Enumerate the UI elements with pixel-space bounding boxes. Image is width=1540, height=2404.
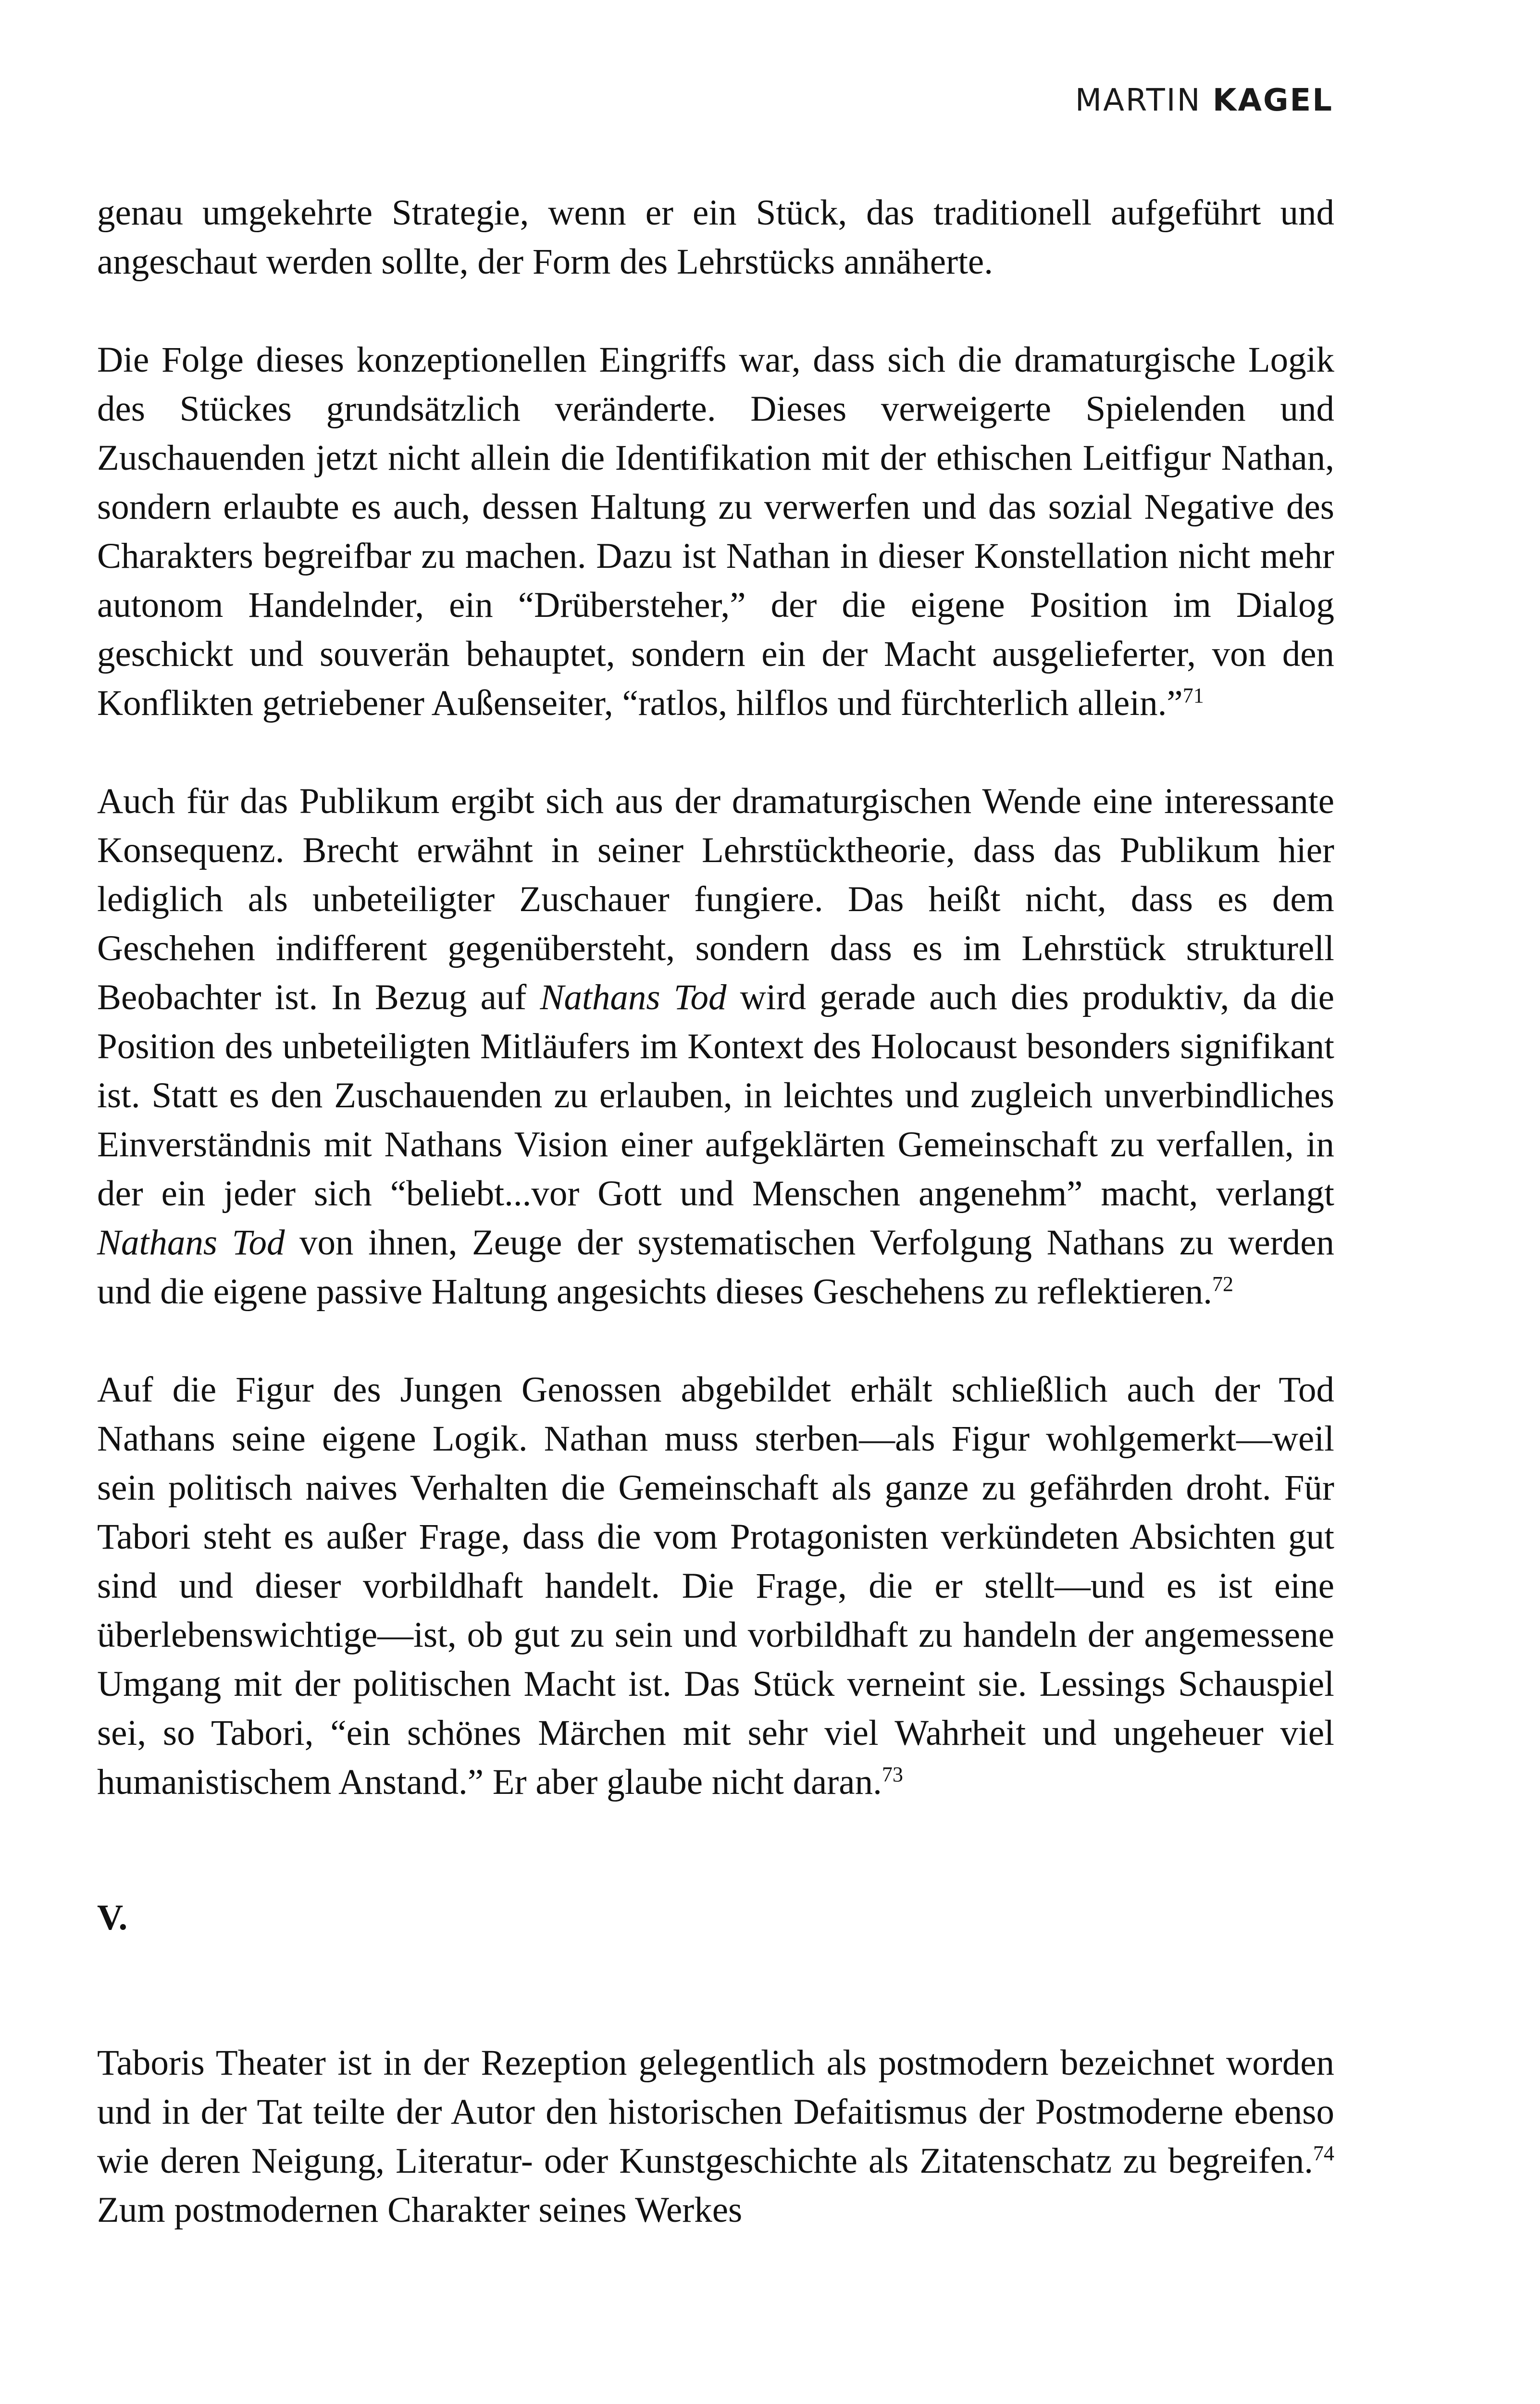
italic-title: Nathans Tod xyxy=(540,977,727,1017)
text-run: genau umgekehrte Strategie, wenn er ein Stück, das traditionell aufgeführt und angeschaut werden sollte, der Form des Lehrstücks annäherte. xyxy=(97,193,1334,282)
paragraph xyxy=(97,1365,1334,1807)
text-run: Die Folge dieses konzeptionellen Eingriffs war, dass sich die dramaturgische Logik des Stückes grundsätzlich veränderte. Dieses verweigerte Spielenden und Zuschauenden jetzt nicht allein die Identifikation mit der ethischen Leitfigur Nathan, sondern erlaubte es auch, dessen Haltung zu verwerfen und das sozial Negative des Charakters begreifbar zu machen. Dazu ist Nathan in dieser Konstellation nicht mehr autonom Handelnder, ein “Drübersteher,” der die eigene Position im Dialog geschickt und souverän behauptet, sondern ein der Macht ausgelieferter, von den Konflikten getriebener Außenseiter, “ratlos, hilflos und fürchterlich allein.” xyxy=(97,340,1334,723)
running-head-author-first: MARTIN xyxy=(1075,83,1202,118)
footnote-reference: 72 xyxy=(1212,1272,1234,1296)
running-head xyxy=(1075,83,1333,118)
italic-title: Nathans Tod xyxy=(97,1223,285,1263)
text-run: wird gerade auch dies produktiv, da die Position des unbeteiligten Mitläufers im Kontext des Holocaust besonders signifikant ist. Statt es den Zuschauenden zu erlauben, in leichtes und zugleich unverbindliches Einverständnis mit Nathans Vision einer aufgeklärten Gemeinschaft zu verfallen, in der ein jeder sich “beliebt...vor Gott und Menschen angenehm” macht, verlangt xyxy=(97,977,1334,1214)
text-run: Auch für das Publikum ergibt sich aus der dramaturgischen Wende eine interessante Konsequenz. Brecht erwähnt in seiner Lehrstücktheorie, dass das Publikum hier lediglich als unbeteiligter Zuschauer fungiere. Das heißt nicht, dass es dem Geschehen indifferent gegenübersteht, sondern dass es im Lehrstück strukturell Beobachter ist. In Bezug auf xyxy=(97,781,1334,1017)
footnote-reference: 74 xyxy=(1313,2141,1334,2165)
body-text xyxy=(97,188,1334,2235)
running-head-author-last: KAGEL xyxy=(1212,83,1333,118)
section-heading: V. xyxy=(97,1898,128,1938)
paragraph xyxy=(97,188,1334,287)
text-run: von ihnen, Zeuge der systematischen Verfolgung Nathans zu werden und die eigene passive Haltung angesichts dieses Geschehens zu reflektieren. xyxy=(97,1223,1334,1312)
paragraph xyxy=(97,777,1334,1316)
footnote-reference: 73 xyxy=(882,1763,903,1786)
text-run: Auf die Figur des Jungen Genossen abgebildet erhält schließlich auch der Tod Nathans seine eigene Logik. Nathan muss sterben—als Figur wohlgemerkt—weil sein politisch naives Verhalten die Gemeinschaft als ganze zu gefährden droht. Für Tabori steht es außer Frage, dass die vom Protagonisten verkündeten Absichten gut sind und dieser vorbildhaft handelt. Die Frage, die er stellt—und es ist eine überlebenswichtige—ist, ob gut zu sein und vorbildhaft zu handeln der angemessene Umgang mit der politischen Macht ist. Das Stück verneint sie. Lessings Schauspiel sei, so Tabori, “ein schönes Märchen mit sehr viel Wahrheit und ungeheuer viel humanistischem Anstand.” Er aber glaube nicht daran. xyxy=(97,1370,1334,1802)
paragraph xyxy=(97,2039,1334,2235)
paragraph xyxy=(97,336,1334,728)
text-run: Zum postmodernen Charakter seines Werkes xyxy=(97,2190,743,2230)
text-run: Taboris Theater ist in der Rezeption gelegentlich als postmodern bezeichnet worden und in der Tat teilte der Autor den historischen Defaitismus der Postmoderne ebenso wie deren Neigung, Literatur- oder Kunstgeschichte als Zitatenschatz zu begreifen. xyxy=(97,2043,1334,2181)
footnote-reference: 71 xyxy=(1182,684,1204,707)
